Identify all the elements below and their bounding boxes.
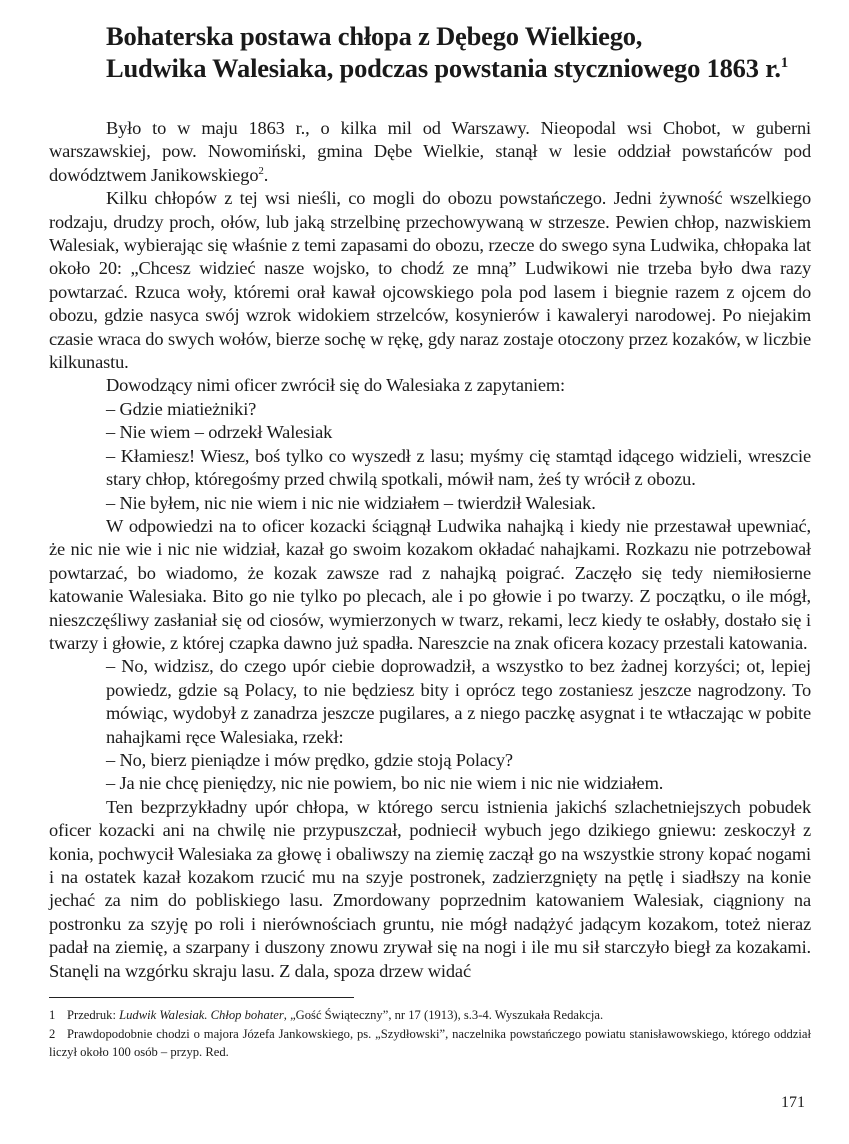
article-title xyxy=(106,20,826,84)
page-number: 171 xyxy=(781,1094,805,1111)
paragraph xyxy=(49,796,811,983)
paragraph-text: – Kłamiesz! Wiesz, boś tylko co wyszedł z lasu; myśmy cię stamtąd idącego widzieli, wreszcie stary chłop, któregośmy przed chwilą spotkali, mówił nam, żeś ty wrócił z obozu. xyxy=(106,445,811,490)
footnote xyxy=(49,1006,811,1025)
paragraph xyxy=(49,187,811,374)
footnote-reference[interactable]: 2 xyxy=(258,164,264,177)
paragraph-text: Dowodzący nimi oficer zwrócił się do Walesiaka z zapytaniem: xyxy=(106,375,565,396)
title-line-1: Bohaterska postawa chłopa z Dębego Wielkiego, xyxy=(106,21,643,51)
paragraph-text: – Nie wiem – odrzekł Walesiak xyxy=(106,422,333,443)
footnote-text-tail: , „Gość Świąteczny”, nr 17 (1913), s.3-4. Wyszukała Redakcja. xyxy=(283,1008,604,1022)
paragraph-text: Kilku chłopów z tej wsi nieśli, co mogli do obozu powstańczego. Jedni żywność wszelkiego rodzaju, drudzy proch, ołów, lub jaką strzelbinę przechowywaną w strzesze. Pewien chłop, nazwiskiem Walesiak, wybierając się właśnie z temi zapasami do obozu, rzecze do swego syna Ludwika, chłopaka lat około 20: „Chcesz widzieć nasze wojsko, to chodź ze mną” Ludwikowi nie trzeba było dwa razy powtarzać. Rzuca woły, któremi orał kawał ojcowskiego pola pod lasem i biegnie razem z ojcem do obozu, gdzie nasyca swój wzrok widokiem strzelców, kosynierów i kawaleryi narodowej. Po niejakim czasie wraca do swych wołów, bierze sochę w rękę, gdy naraz zostaje otoczony przez kozaków, w liczbie kilkunastu. xyxy=(49,188,811,373)
article-body xyxy=(49,117,811,983)
dialogue-line xyxy=(49,772,811,795)
dialogue-line xyxy=(49,398,811,421)
paragraph-text: – Gdzie miatieżniki? xyxy=(106,398,257,419)
paragraph xyxy=(49,374,811,397)
dialogue-line xyxy=(49,492,811,515)
paragraph-text: Ten bezprzykładny upór chłopa, w którego sercu istnienia jakichś szlachetniejszych pobudek oficer kozacki ani na chwilę nie przypuszczał, podniecił wybuch jego dzikiego gniewu: zeskoczył z konia, pochwycił Walesiaka za głowę i obaliwszy na ziemię zaczął go na wszystkie strony kopać nogami i na ostatek kazał kozakom rzucić mu na szyje postronek, zadzierzgnięty na pętlę i siadłszy na konie jechać za nim do pobliskiego lasu. Zmordowany poprzednim katowaniem Walesiak, ciągniony na postronku za szyję po roli i nierównościach gruntu, nie mógł nadążyć jadącym kozakom, toteż nieraz padał na ziemię, a szarpany i duszony znowu zrywał się na nogi i ile mu sił starczyło biegł za kozakami. Stanęli na wzgórku skraju lasu. Z dala, spoza drzew widać xyxy=(49,796,811,981)
footnotes xyxy=(49,1006,811,1062)
paragraph xyxy=(49,515,811,655)
footnote-text: Prawdopodobnie chodzi o majora Józefa Jankowskiego, ps. „Szydłowski”, naczelnika powstańczego powiatu stanisławowskiego, którego oddział liczył około 100 osób – przyp. Red. xyxy=(49,1026,811,1059)
footnote-source-title: Ludwik Walesiak. Chłop bohater xyxy=(119,1008,284,1022)
paragraph-text: – No, bierz pieniądze i mów prędko, gdzie stoją Polacy? xyxy=(106,749,513,770)
paragraph-text-tail: . xyxy=(263,164,269,185)
title-line-2: Ludwika Walesiaka, podczas powstania styczniowego 1863 r. xyxy=(106,53,781,83)
dialogue-line xyxy=(49,655,811,749)
paragraph-text: – Nie byłem, nic nie wiem i nic nie widziałem – twierdził Walesiak. xyxy=(106,492,596,513)
footnote xyxy=(49,1025,811,1062)
paragraph xyxy=(49,117,811,187)
footnote-number: 1 xyxy=(49,1008,56,1022)
paragraph-text: – Ja nie chcę pieniędzy, nic nie powiem, bo nic nie wiem i nic nie widziałem. xyxy=(106,773,664,794)
dialogue-line xyxy=(49,445,811,492)
footnote-text: Przedruk: xyxy=(67,1008,120,1022)
dialogue-line xyxy=(49,421,811,444)
title-footnote-mark[interactable]: 1 xyxy=(780,55,789,71)
paragraph-text: Było to w maju 1863 r., o kilka mil od Warszawy. Nieopodal wsi Chobot, w guberni warszawskiej, pow. Nowomiński, gmina Dębe Wielkie, stanął w lesie oddział powstańców pod dowództwem Janikowskiego xyxy=(49,118,811,185)
footnote-number: 2 xyxy=(49,1026,56,1041)
paragraph-text: – No, widzisz, do czego upór ciebie doprowadził, a wszystko to bez żadnej korzyści; ot, lepiej powiedz, gdzie są Polacy, to nie będziesz bity i oprócz tego zostaniesz jeszcze nagrodzony. To mówiąc, wydobył z zanadrza jeszcze pugilares, a z niego paczkę asygnat i te wtłaczając w pobite nahajkami ręce Walesiaka, rzekł: xyxy=(106,656,811,747)
paragraph-text: W odpowiedzi na to oficer kozacki ściągnął Ludwika nahajką i kiedy nie przestawał upewniać, że nic nie wie i nic nie widział, kazał go swoim kozakom okładać nahajkami. Rozkazu nie potrzebował powtarzać, bo wiadomo, że kozak zawsze rad z nahajką poigrać. Zaczęło się tedy niemiłosierne katowanie Walesiaka. Bito go nie tylko po plecach, ale i po głowie i po twarzy. Z początku, o ile mógł, nieszczęśliwy zasłaniał się od ciosów, wymierzonych w twarz, rekami, lecz kiedy te osłabły, dostało się i twarzy i głowie, z której czapka dawno już spadła. Nareszcie na znak oficera kozacy przestali katowania. xyxy=(49,515,811,653)
dialogue-line xyxy=(49,749,811,772)
footnote-divider xyxy=(49,997,354,998)
